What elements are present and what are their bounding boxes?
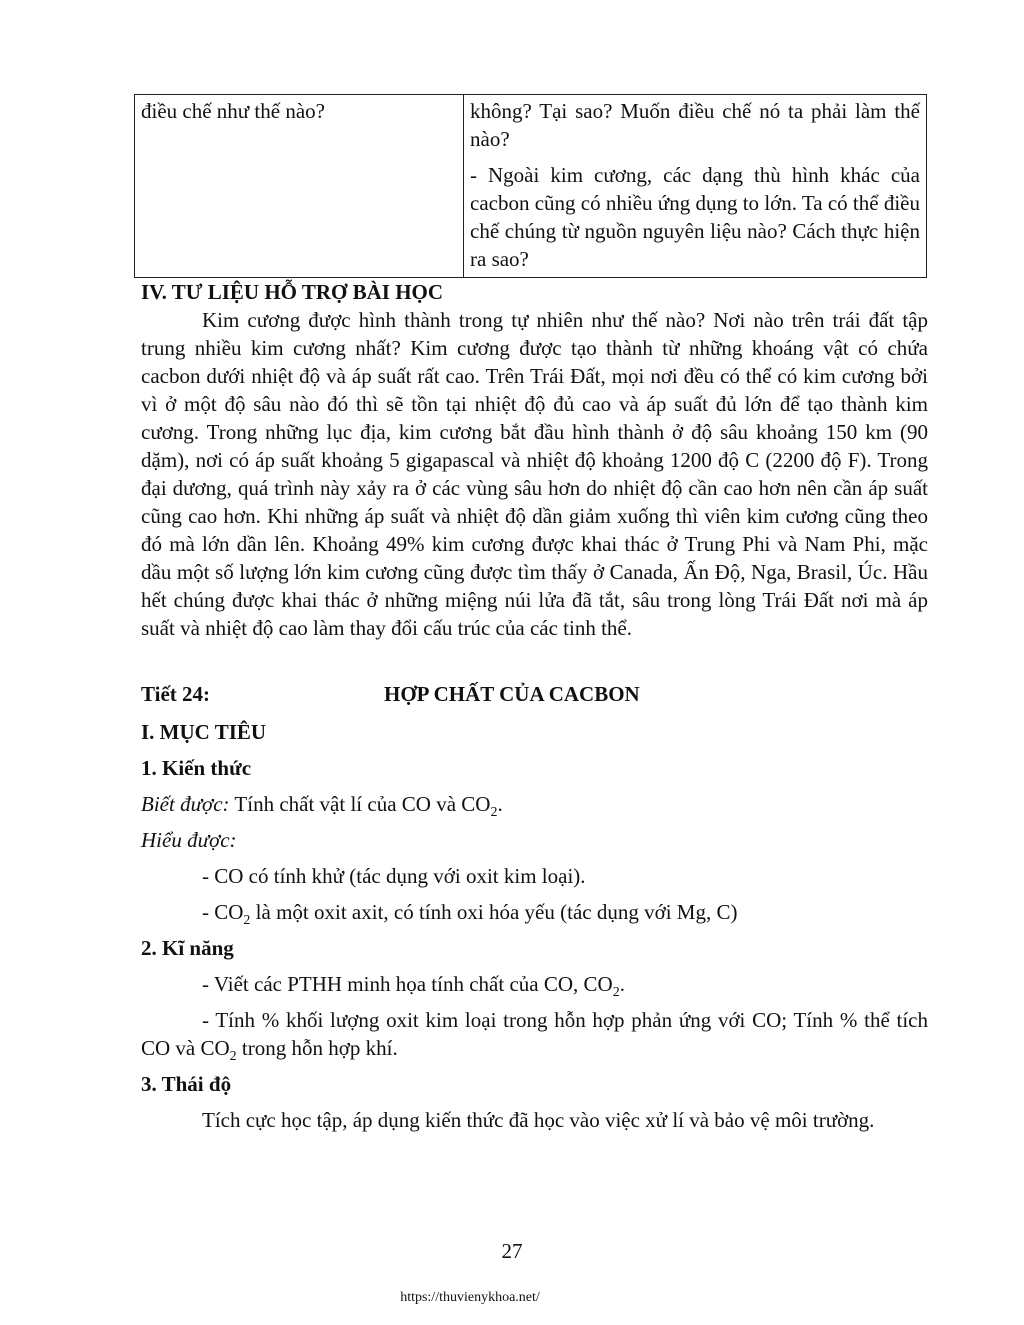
footer-url: https://thuvienykhoa.net/: [400, 1290, 540, 1305]
subscript: 2: [243, 913, 251, 929]
lesson-name: HỢP CHẤT CỦA CACBON: [384, 682, 640, 706]
section-heading: I. MỤC TIÊU: [141, 720, 267, 744]
understand-label: Hiểu được:: [141, 828, 237, 852]
subscript: 2: [229, 1049, 237, 1065]
know-line: [141, 790, 928, 821]
lesson-title: [141, 680, 928, 708]
list-item: [141, 1006, 928, 1065]
subsection-heading: 2. Kĩ năng: [141, 936, 234, 960]
item-text: .: [619, 972, 625, 996]
table-cell-left: điều chế như thế nào?: [135, 95, 464, 278]
know-text: Tính chất vật lí của CO và CO: [234, 792, 491, 816]
item-text: - CO: [202, 900, 244, 924]
list-item: [141, 970, 928, 1001]
item-text: là một oxit axit, có tính oxi hóa yếu (tác dụng với Mg, C): [250, 900, 738, 924]
subscript: 2: [490, 805, 498, 821]
table-row: [135, 95, 927, 278]
table-cell-right: [464, 95, 927, 278]
section-paragraph: Kim cương được hình thành trong tự nhiên như thế nào? Nơi nào trên trái đất tập trung nhiều kim cương nhất? Kim cương được tạo thành từ những khoáng vật có chứa cacbon dưới nhiệt độ và áp suất rất cao. Trên Trái Đất, mọi nơi đều có thể có kim cương bởi vì ở một độ sâu nào đó thì sẽ tồn tại nhiệt độ đủ cao và áp suất đủ lớn để tạo thành kim cương. Trong những lục địa, kim cương bắt đầu hình thành ở độ sâu khoảng 150 km (90 dặm), nơi có áp suất khoảng 5 gigapascal và nhiệt độ khoảng 1200 độ C (2200 độ F). Trong đại dương, quá trình này xảy ra ở các vùng sâu hơn do nhiệt độ cần cao hơn nên cần áp suất cũng cao hơn. Khi những áp suất và nhiệt độ dần giảm xuống thì viên kim cương cũng theo đó mà lớn dần lên. Khoảng 49% kim cương được khai thác ở Trung Phi và Nam Phi, mặc dầu một số lượng lớn kim cương cũng được tìm thấy ở Canada, Ấn Độ, Nga, Brasil, Úc. Hầu hết chúng được khai thác ở những miệng núi lửa đã tắt, sâu trong lòng Trái Đất nơi mà áp suất và nhiệt độ cao làm thay đổi cấu trúc của các tinh thể.: [141, 308, 928, 640]
list-item: [141, 898, 928, 929]
item-text: - Viết các PTHH minh họa tính chất của CO, CO: [202, 972, 613, 996]
table-cell-paragraph: không? Tại sao? Muốn điều chế nó ta phải làm thế nào?: [470, 99, 920, 151]
know-label: Biết được:: [141, 792, 230, 816]
item-text: trong hỗn hợp khí.: [236, 1036, 398, 1060]
document-body: [141, 278, 928, 1134]
lesson-number: Tiết 24:: [141, 682, 211, 706]
section-heading: IV. TƯ LIỆU HỖ TRỢ BÀI HỌC: [141, 280, 444, 304]
subsection-heading: 3. Thái độ: [141, 1072, 232, 1096]
item-text: - Tính % khối lượng oxit kim loại trong hỗn hợp phản ứng với CO; Tính % thể tích CO và CO: [141, 1008, 928, 1060]
subscript: 2: [612, 985, 620, 1001]
attitude-paragraph: Tích cực học tập, áp dụng kiến thức đã học vào việc xử lí và bảo vệ môi trường.: [202, 1108, 875, 1132]
know-end: .: [497, 792, 503, 816]
page-number: 27: [501, 1239, 523, 1263]
subsection-heading: 1. Kiến thức: [141, 756, 252, 780]
table-cell-paragraph: - Ngoài kim cương, các dạng thù hình khác của cacbon cũng có nhiều ứng dụng to lớn. Ta có thể điều chế chúng từ nguồn nguyên liệu nào? Cách thực hiện ra sao?: [470, 163, 920, 271]
question-table: [134, 94, 927, 278]
list-item: - CO có tính khử (tác dụng với oxit kim loại).: [202, 864, 586, 888]
